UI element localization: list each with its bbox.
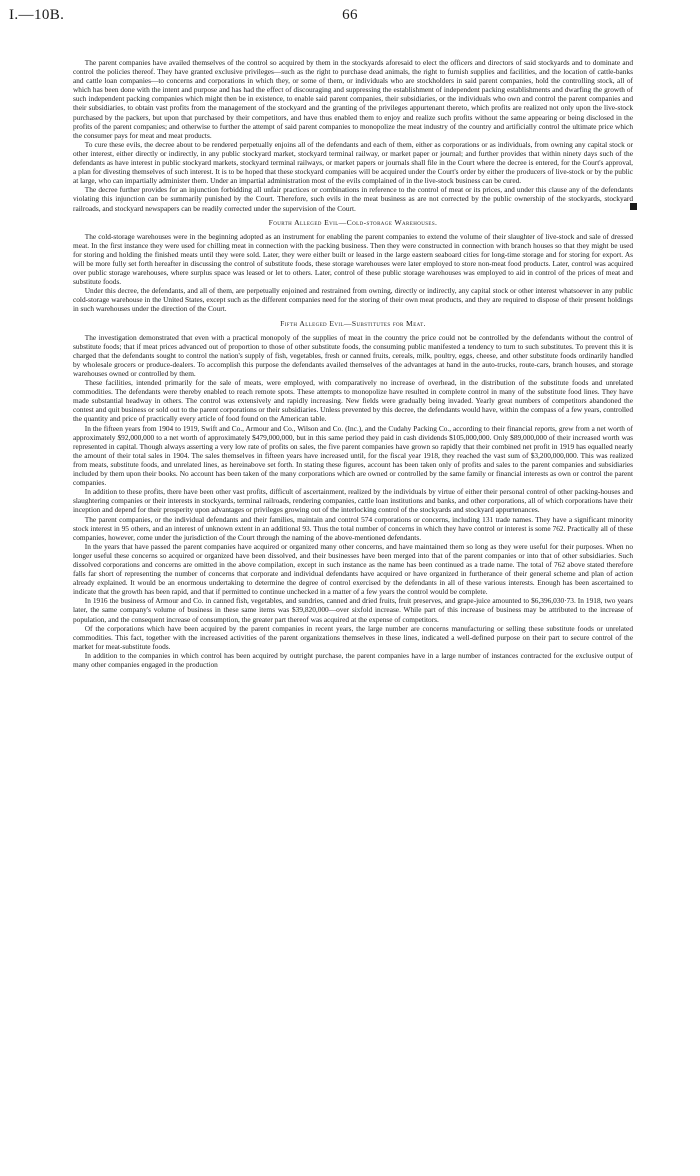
paragraph: To cure these evils, the decree about to be rendered perpetually enjoins all of the defendants and each of them, either as corporations or as individuals, from owning any capital stock or other interest, either directly or indirectly, in any public stockyard market, stockyard terminal railway, or market paper or journal; and further provides that within ninety days such of the defendants as have interest in public stockyard markets, stockyard terminal railways, or market papers or journals shall file in the Court where the decree is entered, for the Court's approval, a plan for divesting themselves of such interest. It is to be hoped that these stockyard companies will be acquired under the Court's order by either the producers of live-stock or by the public at large, who can impartially administer them. Under an impartial administration most of the evils complained of in the live-stock business can be cured. — [73, 139, 633, 186]
section-heading-substitutes: Fifth Alleged Evil—Substitutes for Meat. — [280, 318, 426, 328]
document-body — [73, 58, 633, 669]
paragraph: The cold-storage warehouses were in the beginning adopted as an instrument for enabling the parent companies to extend the volume of their slaughter of live-stock and sale of dressed meat. In the first instance they were used for chilling meat in connection with the packing business. Then they were constructed in connection with branch houses so that they might be used for storing and holding the finished meats until they were sold. Later, they were either built or leased in the large eastern seaboard cities for long-time storage and for storing for export. As will be more fully set forth hereafter in discussing the control of substitute foods, these storage warehouses were later employed to store non-meat food products. Later, control was acquired over public storage warehouses, where surplus space was leased or let to others. Later, control of these public storage warehouses was employed to aid in control of the prices of meat and substitute foods. — [73, 231, 633, 287]
paragraph: The decree further provides for an injunction forbidding all unfair practices or combinations in reference to the control of meat or its prices, and under this clause any of the defendants violating this injunction can be summarily punished by the Court. Therefore, such evils in the meat business as are not corrected by the public ownership of the stockyards, stockyard railroads, and stockyard newspapers can be readily corrected under the supervision of the Court. — [73, 185, 633, 213]
paragraph: In addition to the companies in which control has been acquired by outright purchase, the parent companies have in a large number of instances contracted for the exclusive output of many other companies engaged in the production — [73, 650, 633, 669]
paragraph: In the fifteen years from 1904 to 1919, Swift and Co., Armour and Co., Wilson and Co. (Inc.), and the Cudahy Packing Co., according to their financial reports, grew from a net worth of approximately $92,000,000 to a net worth of approximately $479,000,000, but in this same period they paid in cash dividends $105,000,000. Only $89,000,000 of their increased worth was represented in capital. Though always asserting a very low rate of profits on sales, the five parent companies have grown so rapidly that their combined net profit in 1919 has equalled nearly the amount of their total sales in 1904. The sales themselves in fifteen years have increased until, for the fiscal year 1918, they reached the vast sum of $3,200,000,000. This was realized from meats, substitute foods, and unrelated lines, as hereinabove set forth. In stating these figures, account has been taken only of profits and sales to the parent companies and subsidiaries included by them upon their books. No account has been taken of the many corporations which are owned or controlled by the same family or financial interests as own or control the parent companies. — [73, 423, 633, 488]
paragraph: The investigation demonstrated that even with a practical monopoly of the supplies of meat in the country the price could not be controlled by the defendants without the control of substitute foods; that if meat prices advanced out of proportion to those of other substitute foods, the consuming public manifested a tendency to turn to such substitutes. To prevent this it is charged that the defendants sought to control the nation's supply of fish, vegetables, fresh or canned fruits, cereals, milk, poultry, eggs, cheese, and other substitute foods ordinarily handled by wholesale grocers or produce-dealers. To accomplish this purpose the defendants availed themselves of the advantages at hand in the auto-trucks, route-cars, branch houses, and storage warehouses owned or controlled by them. — [73, 332, 633, 378]
paragraph: In the years that have passed the parent companies have acquired or organized many other concerns, and have maintained them so long as they were useful for their purposes. When no longer useful these concerns so acquired or organized have been dissolved, and their businesses have been merged into that of the parent companies or into that of other subsidiaries. Such dissolved corporations and concerns are omitted in the above compilation, except in such instance as the name has been continued as a trade name. The total of 762 above stated therefore falls far short of representing the number of concerns that corporate and individual defendants have acquired or have organized in furtherance of their general scheme and plan of action already explained. It would be an enormous undertaking to determine the degree of control exercised by the defendants in all of these various interests. Enough has been ascertained to indicate that the growth has been rapid, and that if permitted to continue unchecked in a matter of a few years the control would be complete. — [73, 541, 633, 597]
section-heading-cold-storage: Fourth Alleged Evil—Cold-storage Warehouses. — [268, 217, 438, 227]
paragraph: Under this decree, the defendants, and all of them, are perpetually enjoined and restrained from owning, directly or indirectly, any capital stock or other interest whatsoever in any public cold-storage warehouse in the United States, except such as the different companies need for the storing of their own meat products, and they are required to dispose of their present holdings in such warehouses under the direction of the Court. — [73, 286, 633, 314]
paragraph: In addition to these profits, there have been other vast profits, difficult of ascertainment, realized by the individuals by virtue of either their personal control of other packing-houses and slaughtering companies or their interests in stockyards, terminal railroads, rendering companies, cattle loan institutions and banks, and other corporations, all of which corporations have their inception and depend for their prosperity upon advantages or privileges growing out of the interlocking control of the stockyards and stockyard appurtenances. — [73, 487, 633, 515]
page-header — [9, 7, 691, 31]
paragraph: The parent companies have availed themselves of the control so acquired by them in the stockyards aforesaid to elect the officers and directors of said stockyards and to dominate and control the policies thereof. They have granted exclusive privileges—such as the right to purchase dead animals, the right to furnish supplies and facilities, and the location of cattle-banks and cattle loan companies—to concerns and corporations in which they, or some of them, or individuals who are stockholders in said parent companies, hold the controlling stock, all of which has been done with the intent and purpose and has had the effect of discouraging and suppressing the establishment of independent packing establishments and dwarfing the growth of such independent packing companies which might then be in existence, to enable said parent companies, their subsidiaries, or the individuals who own and control the parent companies and their subsidiaries, to obtain vast profits from the management of the stockyard and the granting of the privileges appurtenant thereto, which profits are realized not only upon the live-stock purchased by the packers, but upon that purchased by their competitors, and have thus enabled them to enjoy and realize such profits without the same appearing or being disclosed in the profits of the parent companies; and otherwise to further the attempt of said parent companies to monopolize the meat industry of the country and artificially control the ultimate price which the consumer pays for meat and meat products. — [73, 58, 633, 140]
paragraph: These facilities, intended primarily for the sale of meats, were employed, with comparatively no increase of overhead, in the distribution of the substitute foods and unrelated commodities. The defendants were thereby enabled to reach remote spots. These attempts to monopolize have resulted in complete control in many of the substitute food lines. They have made substantial headway in others. The control was extensively and rapidly increasing. New fields were gradually being invaded. Yearly great numbers of competitors abandoned the contest and quit business or sold out to the parent corporations or their subsidiaries. Unless prevented by this decree, the defendants would have, within the compass of a few years, controlled the quantity and price of practically every article of food found on the American table. — [73, 378, 633, 424]
paragraph: In 1916 the business of Armour and Co. in canned fish, vegetables, and sundries, canned and dried fruits, fruit preserves, and grape-juice amounted to $6,396,030·73. In 1918, two years later, the same company's volume of business in these same items was $39,820,000—over sixfold increase. While part of this increase of business may be attributed to the increase of population, and the consequent increase of consumption, the greater part thereof was acquired at the expense of competitors. — [73, 596, 633, 624]
document-reference: I.—10B. — [9, 7, 65, 23]
paragraph: The parent companies, or the individual defendants and their families, maintain and control 574 corporations or concerns, including 131 trade names. They have a significant minority stock interest in 95 others, and an interest of unknown extent in an additional 93. Thus the total number of concerns in which they have control or interest is some 762. Practically all of these companies, however, come under the jurisdiction of the Court through the naming of the above-mentioned defendants. — [73, 514, 633, 542]
page-number: 66 — [342, 7, 358, 23]
paragraph: Of the corporations which have been acquired by the parent companies in recent years, the large number are concerns manufacturing or selling these substitute foods or unrelated commodities. This fact, together with the increased activities of the parent organizations themselves in these lines, indicated a well-defined purpose on their part to secure control of the market for meat-substitute foods. — [73, 623, 633, 651]
